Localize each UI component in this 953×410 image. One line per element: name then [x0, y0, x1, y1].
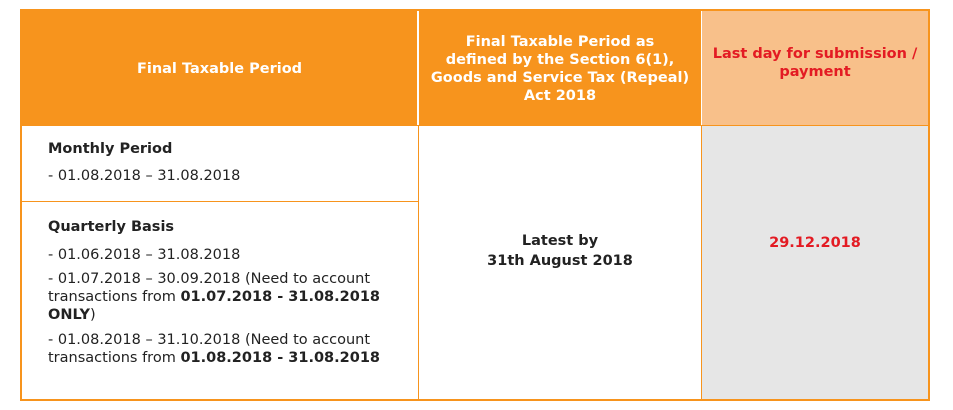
monthly-range: - 01.08.2018 – 31.08.2018: [48, 168, 241, 184]
gst-final-period-table: [20, 9, 930, 401]
monthly-period-cell: [22, 126, 418, 201]
quarterly-basis-cell: [22, 202, 418, 399]
quarterly-range-1: - 01.06.2018 – 31.08.2018: [48, 247, 241, 263]
range-bold: 01.07.2018 - 31.08.2018: [180, 289, 381, 305]
range-text: - 01.07.2018 – 30.09.2018 (Need to account: [48, 271, 371, 287]
header-final-taxable-period: [22, 11, 418, 126]
quarterly-title: Quarterly Basis: [48, 219, 175, 235]
range-text: transactions from: [48, 350, 181, 366]
range-text: transactions from: [48, 289, 181, 305]
final-period-line: 31th August 2018: [487, 252, 633, 269]
header-last-day: [701, 11, 928, 126]
deadline-cell: [702, 126, 928, 399]
final-period-line: Latest by: [521, 232, 599, 249]
final-period-cell: [419, 126, 701, 399]
header-line: payment: [779, 64, 851, 80]
range-text: ): [89, 307, 96, 323]
header-line: Act 2018: [523, 87, 597, 104]
header-line: Last day for submission /: [712, 46, 918, 62]
deadline-date: 29.12.2018: [769, 234, 861, 251]
header-line: Goods and Service Tax (Repeal): [430, 69, 690, 86]
quarterly-range-3: [48, 331, 418, 367]
quarterly-range-2: [48, 270, 418, 324]
range-bold: ONLY: [48, 307, 90, 323]
header-line: Final Taxable Period as: [465, 33, 655, 50]
range-text: - 01.08.2018 – 31.10.2018 (Need to account: [48, 332, 371, 348]
range-bold: 01.08.2018 - 31.08.2018: [180, 350, 381, 366]
monthly-title: Monthly Period: [48, 141, 173, 157]
header-section-6-1: [419, 11, 701, 126]
header-label: Final Taxable Period: [136, 60, 303, 77]
header-line: defined by the Section 6(1),: [445, 51, 675, 68]
